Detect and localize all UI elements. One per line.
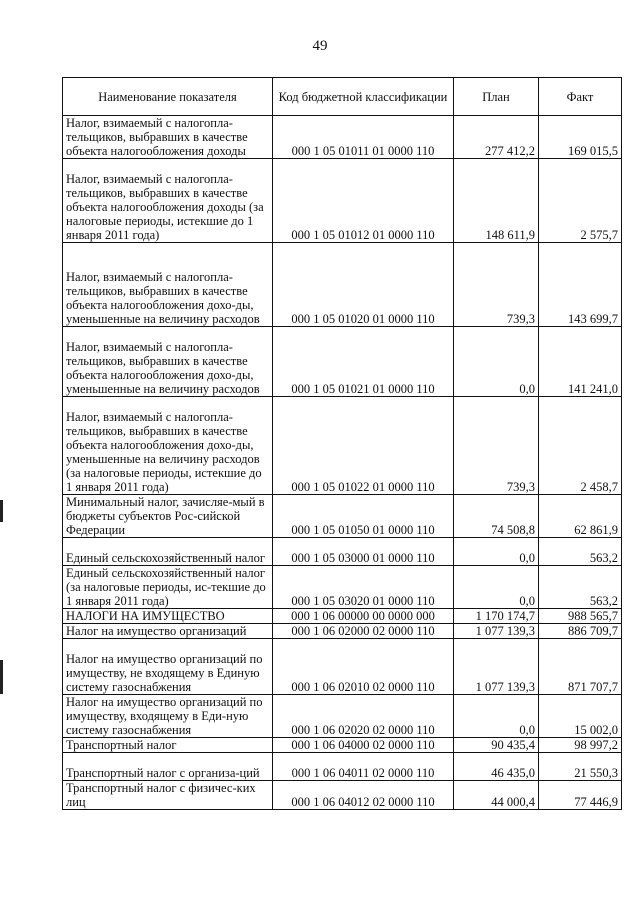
row-code-cell: 000 1 06 04012 02 0000 110 <box>273 781 454 810</box>
row-plan-cell: 0,0 <box>454 695 539 738</box>
row-plan-cell: 739,3 <box>454 243 539 327</box>
header-name: Наименование показателя <box>63 78 273 116</box>
row-plan-cell: 74 508,8 <box>454 495 539 538</box>
row-fact-cell: 15 002,0 <box>539 695 622 738</box>
row-fact-cell: 77 446,9 <box>539 781 622 810</box>
row-code-cell: 000 1 06 04011 02 0000 110 <box>273 753 454 781</box>
row-code-cell: 000 1 05 01050 01 0000 110 <box>273 495 454 538</box>
row-code-cell: 000 1 05 03000 01 0000 110 <box>273 538 454 566</box>
row-name-cell: Транспортный налог с организа-ций <box>63 753 273 781</box>
row-name-cell: Налог на имущество организаций <box>63 624 273 639</box>
header-plan: План <box>454 78 539 116</box>
row-code-cell: 000 1 05 03020 01 0000 110 <box>273 566 454 609</box>
table-row <box>63 738 622 753</box>
header-code: Код бюджетной классификации <box>273 78 454 116</box>
row-code-cell: 000 1 06 04000 02 0000 110 <box>273 738 454 753</box>
row-code-cell: 000 1 06 02020 02 0000 110 <box>273 695 454 738</box>
row-code-cell: 000 1 05 01011 01 0000 110 <box>273 116 454 159</box>
row-fact-cell: 563,2 <box>539 538 622 566</box>
row-fact-cell: 886 709,7 <box>539 624 622 639</box>
row-plan-cell: 739,3 <box>454 397 539 495</box>
page-number: 49 <box>312 38 328 54</box>
table-row <box>63 159 622 243</box>
row-code-cell: 000 1 05 01021 01 0000 110 <box>273 327 454 397</box>
row-name-cell: Налог, взимаемый с налогопла-тельщиков, выбравших в качестве объекта налогообложения дохо-ды, уменьшенные на величину расходов <box>63 327 273 397</box>
header-fact: Факт <box>539 78 622 116</box>
table-row <box>63 566 622 609</box>
row-name-cell: Транспортный налог с физичес-ких лиц <box>63 781 273 810</box>
table-row <box>63 538 622 566</box>
row-code-cell: 000 1 06 02010 02 0000 110 <box>273 639 454 695</box>
row-fact-cell: 62 861,9 <box>539 495 622 538</box>
row-plan-cell: 46 435,0 <box>454 753 539 781</box>
table-row <box>63 639 622 695</box>
row-fact-cell: 21 550,3 <box>539 753 622 781</box>
table-header-row <box>63 78 622 116</box>
row-fact-cell: 2 575,7 <box>539 159 622 243</box>
row-plan-cell: 44 000,4 <box>454 781 539 810</box>
row-plan-cell: 277 412,2 <box>454 116 539 159</box>
row-name-cell: Налог, взимаемый с налогопла-тельщиков, выбравших в качестве объекта налогообложения доходы <box>63 116 273 159</box>
table-row <box>63 116 622 159</box>
row-name-cell: Налог на имущество организаций по имуществу, входящему в Еди-ную систему газоснабжения <box>63 695 273 738</box>
row-code-cell: 000 1 05 01020 01 0000 110 <box>273 243 454 327</box>
row-plan-cell: 1 170 174,7 <box>454 609 539 624</box>
row-fact-cell: 988 565,7 <box>539 609 622 624</box>
row-fact-cell: 2 458,7 <box>539 397 622 495</box>
table-row <box>63 397 622 495</box>
row-plan-cell: 90 435,4 <box>454 738 539 753</box>
table-row <box>63 495 622 538</box>
budget-table <box>62 77 622 810</box>
row-plan-cell: 1 077 139,3 <box>454 624 539 639</box>
row-name-cell: Налог, взимаемый с налогопла-тельщиков, выбравших в качестве объекта налогообложения дохо-ды, уменьшенные на величину расходов <box>63 243 273 327</box>
row-name-cell: Транспортный налог <box>63 738 273 753</box>
table-row <box>63 695 622 738</box>
row-name-cell: Налог на имущество организаций по имуществу, не входящему в Единую систему газоснабжения <box>63 639 273 695</box>
row-code-cell: 000 1 05 01012 01 0000 110 <box>273 159 454 243</box>
row-name-cell: Единый сельскохозяйственный налог <box>63 538 273 566</box>
row-fact-cell: 871 707,7 <box>539 639 622 695</box>
table-row <box>63 753 622 781</box>
row-fact-cell: 141 241,0 <box>539 327 622 397</box>
row-code-cell: 000 1 06 00000 00 0000 000 <box>273 609 454 624</box>
table-row <box>63 781 622 810</box>
row-name-cell: Налог, взимаемый с налогопла-тельщиков, выбравших в качестве объекта налогообложения дохо-ды, уменьшенные на величину расходов (за налоговые периоды, истекшие до 1 января 2011 года) <box>63 397 273 495</box>
table-row <box>63 243 622 327</box>
row-name-cell: Минимальный налог, зачисляе-мый в бюджеты субъектов Рос-сийской Федерации <box>63 495 273 538</box>
table-row <box>63 624 622 639</box>
row-plan-cell: 0,0 <box>454 538 539 566</box>
row-fact-cell: 169 015,5 <box>539 116 622 159</box>
row-plan-cell: 1 077 139,3 <box>454 639 539 695</box>
table-row <box>63 327 622 397</box>
row-name-cell: Налог, взимаемый с налогопла-тельщиков, выбравших в качестве объекта налогообложения доходы (за налоговые периоды, истекшие до 1 января 2011 года) <box>63 159 273 243</box>
row-plan-cell: 0,0 <box>454 327 539 397</box>
row-name-cell: Единый сельскохозяйственный налог (за налоговые периоды, ис-текшие до 1 января 2011 года) <box>63 566 273 609</box>
left-edge-scan-mark <box>0 660 3 694</box>
row-code-cell: 000 1 05 01022 01 0000 110 <box>273 397 454 495</box>
table-row <box>63 609 622 624</box>
row-name-cell: НАЛОГИ НА ИМУЩЕСТВО <box>63 609 273 624</box>
row-plan-cell: 0,0 <box>454 566 539 609</box>
row-code-cell: 000 1 06 02000 02 0000 110 <box>273 624 454 639</box>
row-fact-cell: 98 997,2 <box>539 738 622 753</box>
row-plan-cell: 148 611,9 <box>454 159 539 243</box>
row-fact-cell: 143 699,7 <box>539 243 622 327</box>
row-fact-cell: 563,2 <box>539 566 622 609</box>
left-edge-scan-mark <box>0 500 3 522</box>
